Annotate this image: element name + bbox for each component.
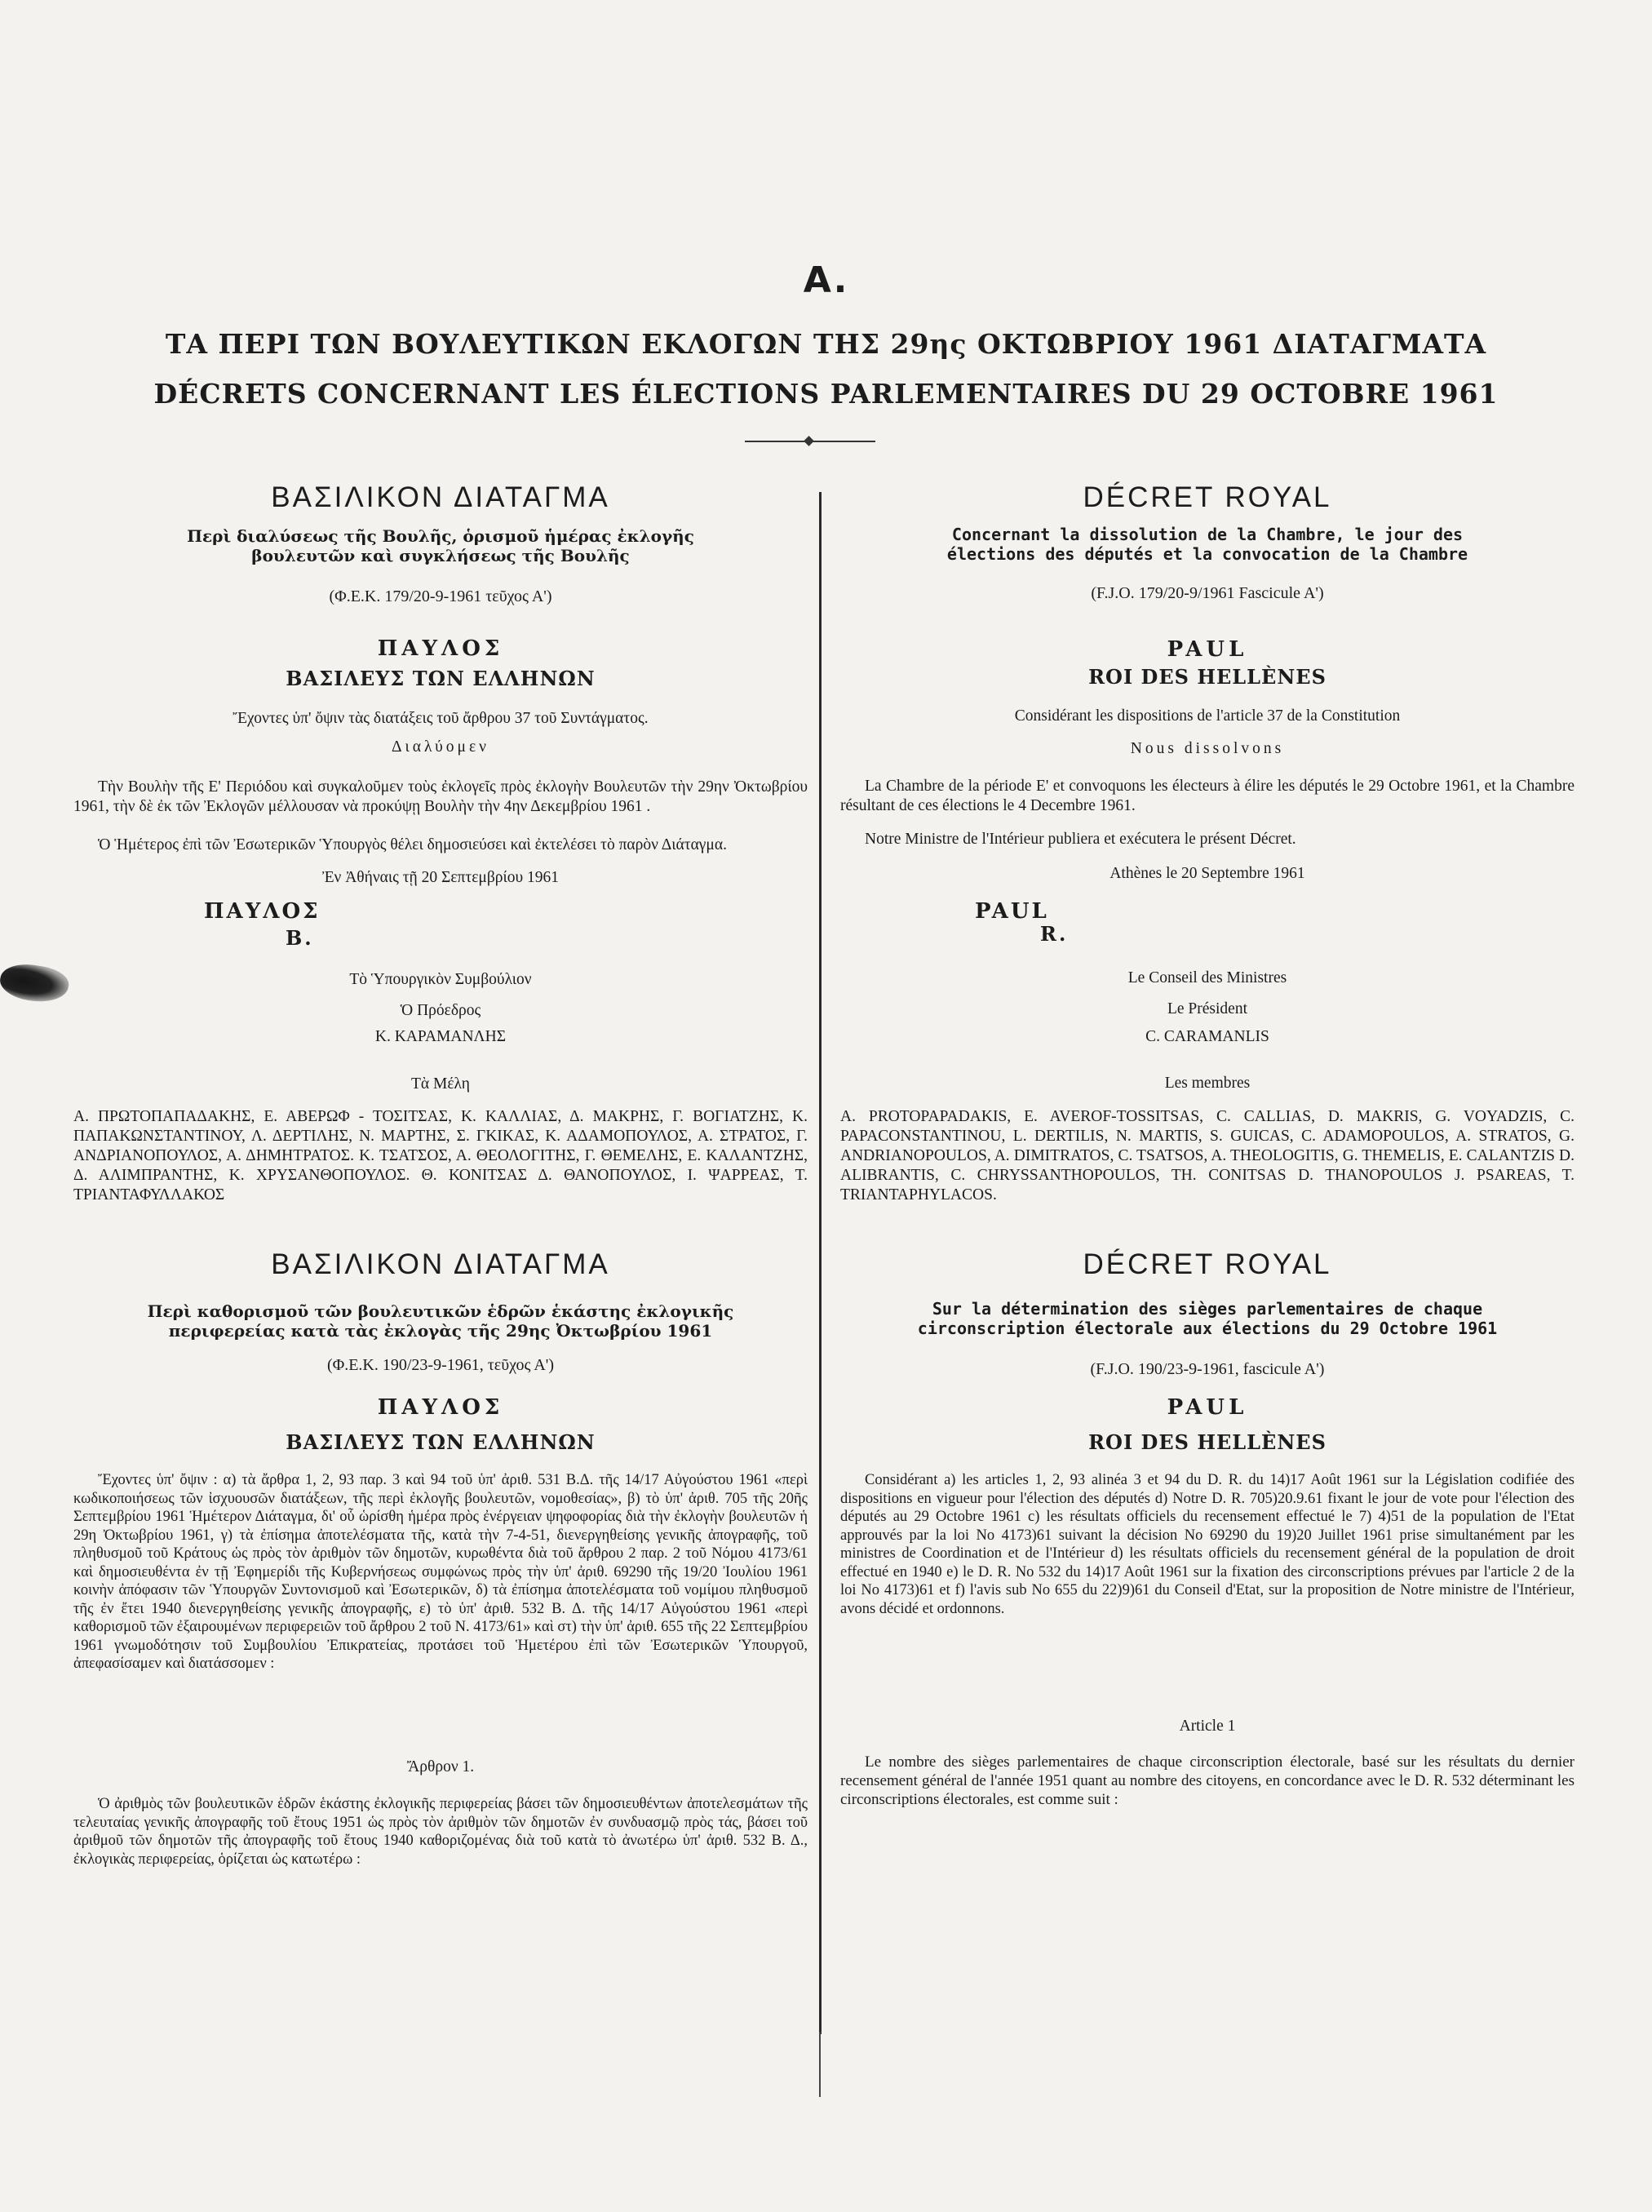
decree2-reference-french: (F.J.O. 190/23-9-1961, fascicule A') — [1090, 1360, 1325, 1378]
president-label-french: Le Président — [1167, 1000, 1247, 1017]
greek-column — [73, 0, 808, 2212]
king-title-french-2: ROI DES HELLÈNES — [1088, 1430, 1326, 1454]
decree1-minister-french: Notre Ministre de l'Intérieur publiera et exécutera le présent Décret. — [865, 831, 1296, 848]
decree1-verb-french: Nous dissolvons — [1130, 740, 1285, 757]
king-title-greek: ΒΑΣΙΛΕΥΣ ΤΩΝ ΕΛΛΗΝΩΝ — [286, 667, 596, 690]
ink-smudge — [0, 960, 71, 1007]
decree1-intro-french: Considérant les dispositions de l'article 37 de la Constitution — [1014, 707, 1401, 725]
article-text-greek: Ὁ ἀριθμὸς τῶν βουλευτικῶν ἑδρῶν ἑκάστης ἐκλογικῆς περιφερείας βάσει τῶν δημοσιευθέντων ἀποτελεσμάτων τῆς τελευταίας γενικῆς ἀπογραφῆς τοῦ ἔτους 1951 ὡς πρὸς τὸν ἀριθμὸν τῶν δημοτῶν ἐν συνδυασμῷ πρὸς τάς, βάσει τοῦ ἀριθμοῦ τῶν δημοτῶν τῆς ἀπογραφῆς τοῦ ἔτους 1940 καθοριζομένας διὰ τοῦ κατὰ τὸ ἀνωτέρω ὑπ' ἀριθ. 532 Β. Δ., ἐκλογικὰς περιφερείας, ὁρίζεται ὡς κατωτέρω : — [73, 1796, 808, 1868]
king-title-greek-2: ΒΑΣΙΛΕΥΣ ΤΩΝ ΕΛΛΗΝΩΝ — [286, 1430, 596, 1454]
decree1-body-greek: Τὴν Βουλὴν τῆς Ε' Περιόδου καὶ συγκαλοῦμεν τοὺς ἐκλογεῖς πρὸς ἐκλογὴν Βουλευτῶν τὴν 29ην Ὀκτωβρίου 1961, τὴν δὲ ἐκ τῶν Ἐκλογῶν μέλλουσαν νὰ προκύψῃ Βουλὴν τὴν 4ην Δεκεμβρίου 1961 . — [73, 778, 808, 815]
signature-greek: ΠΑΥΛΟΣ — [204, 899, 321, 924]
signature-initial-greek: Β. — [286, 926, 314, 950]
column-divider-tail — [819, 2032, 821, 2097]
king-name-greek-2: ΠΑΥΛΟΣ — [377, 1395, 504, 1420]
decree2-title-french: DÉCRET ROYAL — [1083, 1248, 1332, 1280]
members-label-french: Les membres — [1164, 1075, 1251, 1092]
decree1-reference-greek: (Φ.Ε.Κ. 179/20-9-1961 τεῦχος Α') — [329, 587, 552, 605]
council-label-french: Le Conseil des Ministres — [1127, 969, 1287, 986]
article-heading-french: Article 1 — [1179, 1718, 1236, 1735]
members-label-greek: Τὰ Μέλη — [410, 1075, 470, 1093]
decree2-considerations-greek: Ἔχοντες ὑπ' ὄψιν : α) τὰ ἄρθρα 1, 2, 93 παρ. 3 καὶ 94 τοῦ ὑπ' ἀριθ. 531 Β.Δ. τῆς 14/17 Αὐγούστου 1961 «περὶ κωδικοποιήσεως τῶν ἰσχυουσῶν διατάξεων, τῆς περὶ ἐκλογῆς βουλευτῶν, νομοθεσίας», β) τὸ ὑπ' ἀριθ. 705 τῆς 20ῆς Σεπτεμβρίου 1961 Ἡμέτερον Διάταγμα, δι' οὗ ὡρίσθη ἡμέρα πρὸς ἐνέργειαν ψηφοφορίας διὰ τὴν ἐκλογὴν βουλευτῶν ἡ 29η Ὀκτωβρίου 1961, γ) τὰ ἐπίσημα ἀποτελέσματα τῆς, κατὰ τὴν 7-4-51, διενεργηθείσης γενικῆς ἀπογραφῆς, τοῦ πληθυσμοῦ τοῦ Κράτους ὡς πρὸς τὸν ἀριθμὸν τῶν δημοτῶν, κυρωθέντα διὰ τοῦ ἄρθρου 2 παρ. 2 τοῦ Νόμου 4173/61 καὶ δημοσιευθέντα ἐν τῇ Ἐφημερίδι τῆς Κυβερνήσεως συμφώνως πρὸς τὴν ὑπ' ἀριθ. 69290 τῆς 19/20 Ἰουλίου 1961 κοινὴν ἀπόφασιν τῶν Ὑπουργῶν Συντονισμοῦ καὶ Ἐσωτερικῶν, δ) τὰ ἐπίσημα ἀποτελέσματα τοῦ νομίμου πληθυσμοῦ τῆς ἐν ἔτει 1940 διενεργηθείσης γενικῆς ἀπογραφῆς, ε) τὸ ὑπ' ἀριθ. 532 Β. Δ. τῆς 14/17 Αὐγούστου 1961 «περὶ καθορισμοῦ τῶν ἐξαιρουμένων περιφερειῶν τοῦ ἄρθρου 2 τοῦ Ν. 4173/61» καὶ στ) τὴν ὑπ' ἀριθ. 655 τῆς 22 Σεπτεμβρίου 1961 γνωμοδότησιν τοῦ Συμβουλίου Ἐπικρατείας, προτάσει τοῦ Ἡμετέρου ἐπὶ τῶν Ἐσωτερικῶν Ὑπουργοῦ, ἀπεφασίσαμεν καὶ διατάσσομεν : — [73, 1472, 808, 1672]
king-name-french-2: PAUL — [1167, 1395, 1248, 1420]
decree1-reference-french: (F.J.O. 179/20-9/1961 Fascicule A') — [1091, 584, 1324, 602]
column-divider — [819, 492, 822, 2034]
decree1-subtitle-greek: Περὶ διαλύσεως τῆς Βουλῆς, ὁρισμοῦ ἡμέρας ἐκλογῆς βουλευτῶν καὶ συγκλήσεως τῆς Βουλῆς — [187, 526, 694, 565]
main-title-greek: ΤΑ ΠΕΡΙ ΤΩΝ ΒΟΥΛΕΥΤΙΚΩΝ ΕΚΛΟΓΩΝ ΤΗΣ 29ης ΟΚΤΩΒΡΙΟΥ 1961 ΔΙΑΤΑΓΜΑΤΑ — [165, 328, 1487, 360]
decree1-place-date-greek: Ἐν Ἀθήναις τῇ 20 Σεπτεμβρίου 1961 — [321, 869, 560, 886]
decree1-place-date-french: Athènes le 20 Septembre 1961 — [1109, 865, 1305, 882]
king-name-french: PAUL — [1167, 637, 1248, 662]
members-list-greek: Α. ΠΡΩΤΟΠΑΠΑΔΑΚΗΣ, Ε. ΑΒΕΡΩΦ - ΤΟΣΙΤΣΑΣ, Κ. ΚΑΛΛΙΑΣ, Δ. ΜΑΚΡΗΣ, Γ. ΒΟΓΙΑΤΖΗΣ, Κ. ΠΑΠΑΚΩΝΣΤΑΝΤΙΝΟΥ, Λ. ΔΕΡΤΙΛΗΣ, Ν. ΜΑΡΤΗΣ, Σ. ΓΚΙΚΑΣ, Κ. ΑΔΑΜΟΠΟΥΛΟΣ, Α. ΣΤΡΑΤΟΣ, Γ. ΑΝΔΡΙΑΝΟΠΟΥΛΟΣ, Α. ΔΗΜΗΤΡΑΤΟΣ. Κ. ΤΣΑΤΣΟΣ, Α. ΘΕΟΛΟΓΙΤΗΣ, Γ. ΘΕΜΕΛΗΣ, Ε. ΚΑΛΑΝΤΖΗΣ, Δ. ΑΛΙΜΠΡΑΝΤΗΣ, Κ. ΧΡΥΣΑΝΘΟΠΟΥΛΟΣ. Θ. ΚΟΝΙΤΣΑΣ Δ. ΘΑΝΟΠΟΥΛΟΣ, Ι. ΨΑΡΡΕΑΣ, Τ. ΤΡΙΑΝΤΑΦΥΛΛΑΚΟΣ — [73, 1108, 808, 1204]
king-name-greek: ΠΑΥΛΟΣ — [377, 636, 504, 661]
decree1-title-greek: ΒΑΣΙΛΙΚΟΝ ΔΙΑΤΑΓΜΑ — [271, 481, 610, 513]
main-title-french: DÉCRETS CONCERNANT LES ÉLECTIONS PARLEMENTAIRES DU 29 OCTOBRE 1961 — [153, 378, 1499, 410]
decree1-subtitle-french: Concernant la dissolution de la Chambre, le jour des élections des députés et la convocation de la Chambre — [946, 525, 1468, 564]
president-name-greek: Κ. ΚΑΡΑΜΑΝΛΗΣ — [374, 1028, 507, 1045]
section-letter: A. — [803, 259, 849, 301]
decree2-subtitle-greek: Περὶ καθορισμοῦ τῶν βουλευτικῶν ἑδρῶν ἑκάστης ἐκλογικῆς περιφερείας κατὰ τὰς ἐκλογὰς τῆς 29ης Ὀκτωβρίου 1961 — [147, 1301, 734, 1341]
french-column — [840, 0, 1574, 2212]
decree2-reference-greek: (Φ.Ε.Κ. 190/23-9-1961, τεῦχος Α') — [326, 1356, 555, 1374]
decree2-considerations-french: Considérant a) les articles 1, 2, 93 alinéa 3 et 94 du D. R. du 14)17 Août 1961 sur la Législation codifiée des dispositions en vigueur pour l'élection des députés d) Notre D. R. 705)20.9.61 fixant le jour de vote pour l'élection des députés au 29 Octobre 1961 c) les résultats officiels du recensement effectué le 7) 4)51 de la population de l'Etat approuvés par la loi No 4173)61 suivant la décision No 69290 du 19)20 Juillet 1961 prise simultanément par les ministres de Coordination et de l'Intérieur d) les résultats officiels du recensement général de la population de droit effectué en 1940 e) le D. R. No 532 du 14)17 Août 1961 sur la fixation des circonscriptions prévues par l'article 2 de la loi No 4173)61 et f) l'avis sub No 655 du 22)9)61 du Conseil d'Etat, sur la proposition de Notre ministre de l'Intérieur, avons décidé et ordonnons. — [840, 1472, 1574, 1617]
signature-french: PAUL — [975, 899, 1049, 924]
article-heading-greek: Ἄρθρον 1. — [406, 1758, 475, 1775]
decree1-minister-greek: Ὁ Ἡμέτερος ἐπὶ τῶν Ἐσωτερικῶν Ὑπουργὸς θέλει δημοσιεύσει καὶ ἐκτελέσει τὸ παρὸν Διάταγμα. — [98, 836, 727, 853]
decree1-title-french: DÉCRET ROYAL — [1083, 481, 1332, 513]
signature-initial-french: R. — [1040, 922, 1069, 946]
decree1-body-french: La Chambre de la période E' et convoquons les électeurs à élire les députés le 29 Octobre 1961, et la Chambre résultant de ces élections le 4 Decembre 1961. — [840, 778, 1574, 814]
decree1-intro-greek: Ἔχοντες ὑπ' ὄψιν τὰς διατάξεις τοῦ ἄρθρου 37 τοῦ Συντάγματος. — [233, 710, 649, 727]
members-list-french: A. PROTOPAPADAKIS, E. AVEROF-TOSSITSAS, C. CALLIAS, D. MAKRIS, G. VOYADZIS, C. PAPACONSTANTINOU, L. DERTILIS, N. MARTIS, S. GUICAS, C. ADAMOPOULOS, A. STRATOS, G. ANDRIANOPOULOS, A. DIMITRATOS, C. TSATSOS, A. THEOLOGITIS, G. THEMELIS, E. CALANTZIS D. ALIBRANTIS, C. CHRYSSANTHOPOULOS, TH. CONITSAS D. THANOPOULOS J. PSAREAS, T. TRIANTAPHYLACOS. — [840, 1108, 1574, 1204]
decree2-title-greek: ΒΑΣΙΛΙΚΟΝ ΔΙΑΤΑΓΜΑ — [271, 1248, 610, 1280]
article-text-french: Le nombre des sièges parlementaires de chaque circonscription électorale, basé sur les résultats du dernier recensement général de l'année 1951 quant au nombre des citoyens, en concordance avec le D. R. 532 déterminant les circonscriptions électorales, est comme suit : — [840, 1753, 1574, 1808]
council-label-greek: Τὸ Ὑπουργικὸν Συμβούλιον — [349, 971, 532, 988]
decree2-subtitle-french: Sur la détermination des sièges parlementaires de chaque circonscription électorale aux élections du 29 Octobre 1961 — [917, 1299, 1498, 1338]
president-name-french: C. CARAMANLIS — [1145, 1028, 1269, 1045]
president-label-greek: Ὁ Πρόεδρος — [400, 1002, 481, 1019]
king-title-french: ROI DES HELLÈNES — [1088, 665, 1326, 689]
decree1-verb-greek: Διαλύομεν — [392, 738, 489, 756]
